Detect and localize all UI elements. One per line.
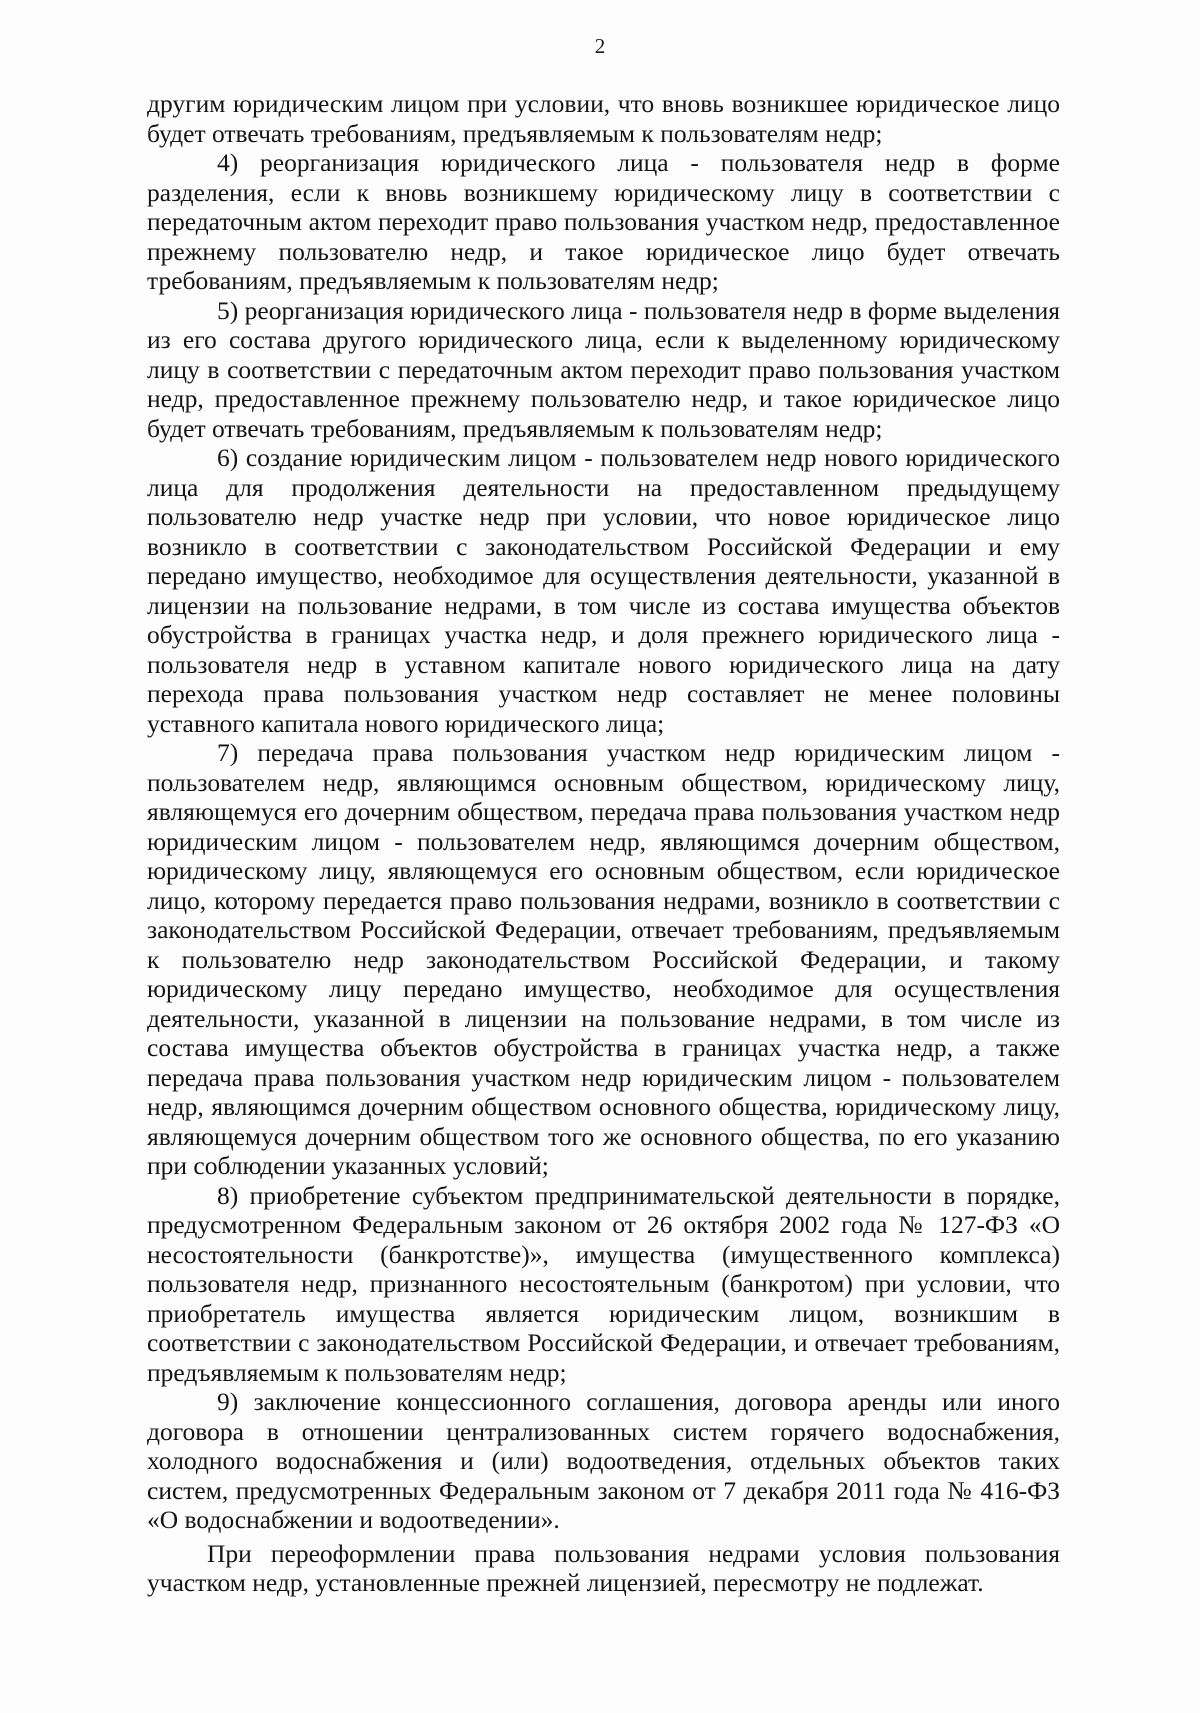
paragraph-item-7: 7) передача права пользования участком недр юридическим лицом - пользователем недр, являющимся основным обществом, юридическому лицу, являющемуся его дочерним обществом, передача права пользования участком недр юридическим лицом - пользователем недр, являющимся дочерним обществом, юридическому лицу, являющемуся его основным обществом, если юридическое лицо, которому передается право пользования недрами, возникло в соответствии с законодательством Российской Федерации, отвечает требованиям, предъявляемым к пользователю недр законодательством Российской Федерации, и такому юридическому лицу передано имущество, необходимое для осуществления деятельности, указанной в лицензии на пользование недрами, в том числе из состава имущества объектов обустройства в границах участка недр, а также передача права пользования участком недр юридическим лицом - пользователем недр, являющимся дочерним обществом основного общества, юридическому лицу, являющемуся дочерним обществом того же основного общества, по его указанию при соблюдении указанных условий;	[147, 738, 1060, 1180]
paragraph-item-6: 6) создание юридическим лицом - пользователем недр нового юридического лица для продолжения деятельности на предоставленном предыдущему пользователю недр участке недр при условии, что новое юридическое лицо возникло в соответствии с законодательством Российской Федерации и ему передано имущество, необходимое для осуществления деятельности, указанной в лицензии на пользование недрами, в том числе из состава имущества объектов обустройства в границах участка недр, и доля прежнего юридического лица - пользователя недр в уставном капитале нового юридического лица на дату перехода права пользования участком недр составляет не менее половины уставного капитала нового юридического лица;	[147, 443, 1060, 738]
document-body	[147, 89, 1060, 1598]
paragraph-item-4: 4) реорганизация юридического лица - пользователя недр в форме разделения, если к вновь возникшему юридическому лицу в соответствии с передаточным актом переходит право пользования участком недр, предоставленное прежнему пользователю недр, и такое юридическое лицо будет отвечать требованиям, предъявляемым к пользователям недр;	[147, 148, 1060, 295]
paragraph-item-8: 8) приобретение субъектом предпринимательской деятельности в порядке, предусмотренном Федеральным законом от 26 октября 2002 года № 127-ФЗ «О несостоятельности (банкротстве)», имущества (имущественного комплекса) пользователя недр, признанного несостоятельным (банкротом) при условии, что приобретатель имущества является юридическим лицом, возникшим в соответствии с законодательством Российской Федерации, и отвечает требованиям, предъявляемым к пользователям недр;	[147, 1180, 1060, 1387]
page-number: 2	[594, 34, 606, 58]
paragraph-closing: При переоформлении права пользования недрами условия пользования участком недр, установленные прежней лицензией, пересмотру не подлежат.	[147, 1538, 1060, 1597]
paragraph-item-9: 9) заключение концессионного соглашения, договора аренды или иного договора в отношении централизованных систем горячего водоснабжения, холодного водоснабжения и (или) водоотведения, отдельных объектов таких систем, предусмотренных Федеральным законом от 7 декабря 2011 года № 416-ФЗ «О водоснабжении и водоотведении».	[147, 1387, 1060, 1534]
paragraph-continuation: другим юридическим лицом при условии, что вновь возникшее юридическое лицо будет отвечать требованиям, предъявляемым к пользователям недр;	[147, 89, 1060, 148]
paragraph-item-5: 5) реорганизация юридического лица - пользователя недр в форме выделения из его состава другого юридического лица, если к выделенному юридическому лицу в соответствии с передаточным актом переходит право пользования участком недр, предоставленное прежнему пользователю недр, и такое юридическое лицо будет отвечать требованиям, предъявляемым к пользователям недр;	[147, 295, 1060, 443]
